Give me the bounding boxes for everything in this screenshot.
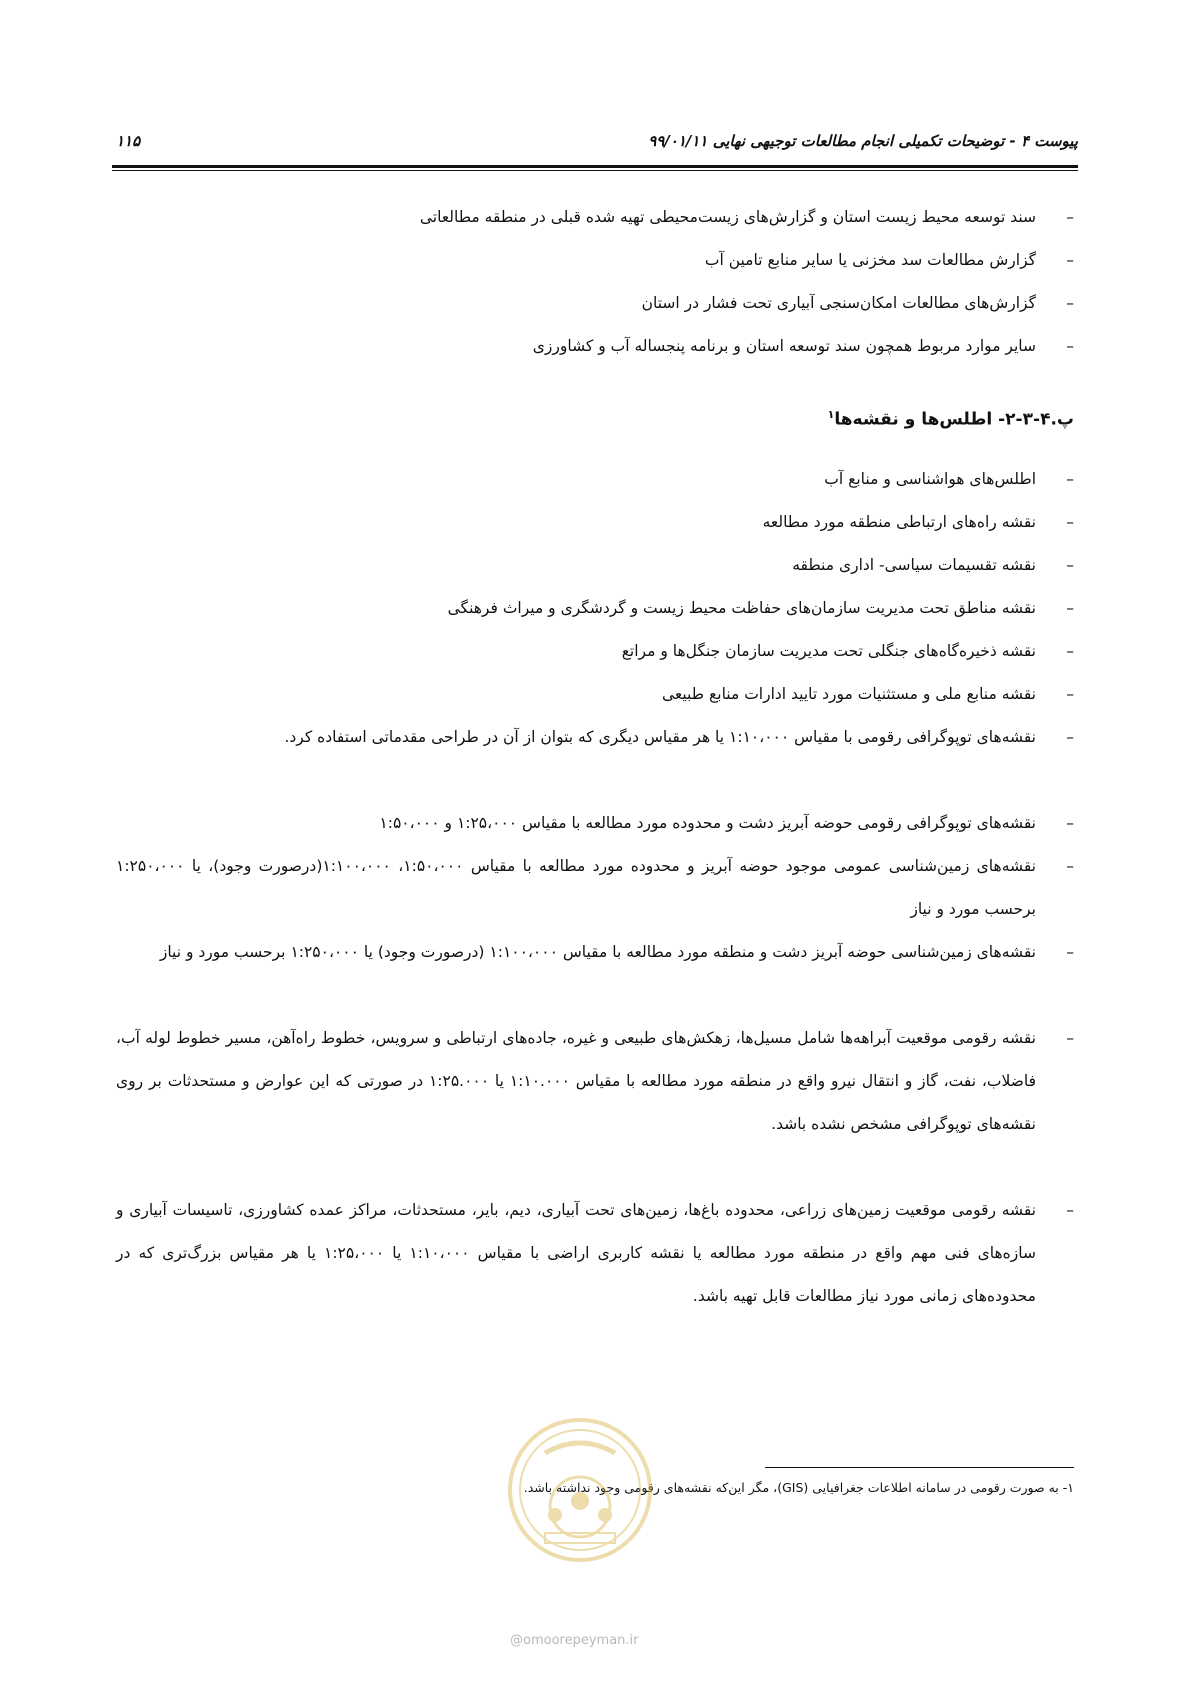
list-item-text: نقشه رقومی موقعیت آبراهه‌ها شامل مسیل‌ها، زهکش‌های طبیعی و غیره، جاده‌های ارتباطی و سرویس، خطوط راه‌آهن، مسیر خطوط لوله آب، فاضلاب، نفت، گاز و انتقال نیرو واقع در منطقه مورد مطالعه با مقیاس ۱:۱۰.۰۰۰ یا ۱:۲۵.۰۰۰ در صورتی که این عوارض و مستحدثات بر روی نقشه‌های توپوگرافی مشخص نشده باشد. — [116, 1029, 1037, 1133]
list-item — [116, 458, 1074, 501]
list-item-text: نقشه راه‌های ارتباطی منطقه مورد مطالعه — [762, 513, 1036, 531]
list-item — [116, 501, 1074, 544]
header-rule-thin — [112, 170, 1078, 171]
footnote-mark: ۱ — [827, 408, 835, 421]
list-item-text: نقشه ذخیره‌گاه‌های جنگلی تحت مدیریت سازمان جنگل‌ها و مراتع — [621, 642, 1036, 660]
footnote-separator — [765, 1467, 1074, 1468]
bullet-dash: – — [1066, 1201, 1074, 1219]
list-item-text: نقشه مناطق تحت مدیریت سازمان‌های حفاظت محیط زیست و گردشگری و میراث فرهنگی — [447, 599, 1036, 617]
header-rule — [112, 165, 1078, 168]
list-item-text: نقشه‌های زمین‌شناسی عمومی موجود حوضه آبریز و محدوده مورد مطالعه با مقیاس ۱:۵۰،۰۰۰، ۱:۱۰۰،۰۰۰(درصورت وجود)، یا ۱:۲۵۰،۰۰۰ برحسب مورد و نیاز — [116, 857, 1036, 918]
list-item — [116, 325, 1074, 368]
list-item — [116, 1017, 1074, 1146]
bullet-dash: – — [1066, 470, 1074, 488]
list-item-text: سند توسعه محیط زیست استان و گزارش‌های زیست‌محیطی تهیه شده قبلی در منطقه مطالعاتی — [419, 208, 1036, 226]
footnote: ۱- به صورت رقومی در سامانه اطلاعات جغرافیایی (GIS)، مگر این‌که نقشه‌های رقومی وجود نداشته باشد. — [523, 1480, 1074, 1495]
bullet-dash: – — [1066, 208, 1074, 226]
header-title: پیوست ۴ - توضیحات تکمیلی انجام مطالعات توجیهی نهایی ۹۹/۰۱/۱۱ — [648, 132, 1078, 150]
bullet-dash: – — [1066, 251, 1074, 269]
bullet-dash: – — [1066, 814, 1074, 832]
list-item — [116, 239, 1074, 282]
bullet-dash: – — [1066, 685, 1074, 703]
list-item — [116, 587, 1074, 630]
list-item — [116, 544, 1074, 587]
section-heading — [828, 408, 1074, 430]
list-item-text: نقشه تقسیمات سیاسی- اداری منطقه — [792, 556, 1036, 574]
list-item — [116, 1189, 1074, 1318]
bullet-dash: – — [1066, 513, 1074, 531]
bullet-dash: – — [1066, 556, 1074, 574]
bullet-dash: – — [1066, 599, 1074, 617]
list-item-text: نقشه‌های توپوگرافی رقومی با مقیاس ۱:۱۰،۰۰۰ یا هر مقیاس دیگری که بتوان از آن در طراحی مقدماتی استفاده کرد. — [284, 728, 1036, 746]
bullet-dash: – — [1066, 337, 1074, 355]
list-item-text: نقشه رقومی موقعیت زمین‌های زراعی، محدوده باغ‌ها، زمین‌های تحت آبیاری، دیم، بایر، مستحدثات، مراکز عمده کشاورزی، تاسیسات آبیاری و سازه‌های فنی مهم واقع در منطقه مورد مطالعه یا نقشه کاربری اراضی با مقیاس ۱:۱۰،۰۰۰ یا ۱:۲۵،۰۰۰ یا هر مقیاس بزرگ‌تری که در محدوده‌های زمانی مورد نیاز مطالعات قابل تهیه باشد. — [116, 1201, 1037, 1305]
page-header — [112, 130, 1078, 160]
bullet-dash: – — [1066, 943, 1074, 961]
bullet-dash: – — [1066, 642, 1074, 660]
list-item-text: گزارش‌های مطالعات امکان‌سنجی آبیاری تحت فشار در استان — [641, 294, 1036, 312]
list-item — [116, 673, 1074, 716]
list-item-text: اطلس‌های هواشناسی و منابع آب — [824, 470, 1036, 488]
list-item-text: نقشه‌های توپوگرافی رقومی حوضه آبریز دشت و محدوده مورد مطالعه با مقیاس ۱:۲۵،۰۰۰ و ۱:۵۰،۰۰۰ — [379, 814, 1036, 832]
list-item — [116, 282, 1074, 325]
list-item — [116, 802, 1074, 845]
bullet-dash: – — [1066, 294, 1074, 312]
list-item — [116, 630, 1074, 673]
section-heading-text: پ.۴-۳-۲- اطلس‌ها و نقشه‌ها — [834, 409, 1074, 430]
list-item — [116, 196, 1074, 239]
bullet-dash: – — [1066, 857, 1074, 875]
list-item-text: گزارش مطالعات سد مخزنی یا سایر منابع تامین آب — [704, 251, 1036, 269]
bullet-dash: – — [1066, 728, 1074, 746]
website-watermark: @omoorepeyman.ir — [510, 1633, 639, 1648]
page-number: ۱۱۵ — [116, 132, 141, 150]
list-item-text: سایر موارد مربوط همچون سند توسعه استان و برنامه پنجساله آب و کشاورزی — [532, 337, 1036, 355]
list-item-text: نقشه‌های زمین‌شناسی حوضه آبریز دشت و منطقه مورد مطالعه با مقیاس ۱:۱۰۰،۰۰۰ (درصورت وجود) یا ۱:۲۵۰،۰۰۰ برحسب مورد و نیاز — [159, 943, 1036, 961]
list-item — [116, 845, 1074, 931]
list-item — [116, 716, 1074, 759]
seal-watermark-icon — [505, 1415, 655, 1565]
bullet-dash: – — [1066, 1029, 1074, 1047]
list-item-text: نقشه منابع ملی و مستثنیات مورد تایید ادارات منابع طبیعی — [661, 685, 1036, 703]
list-item — [116, 931, 1074, 974]
